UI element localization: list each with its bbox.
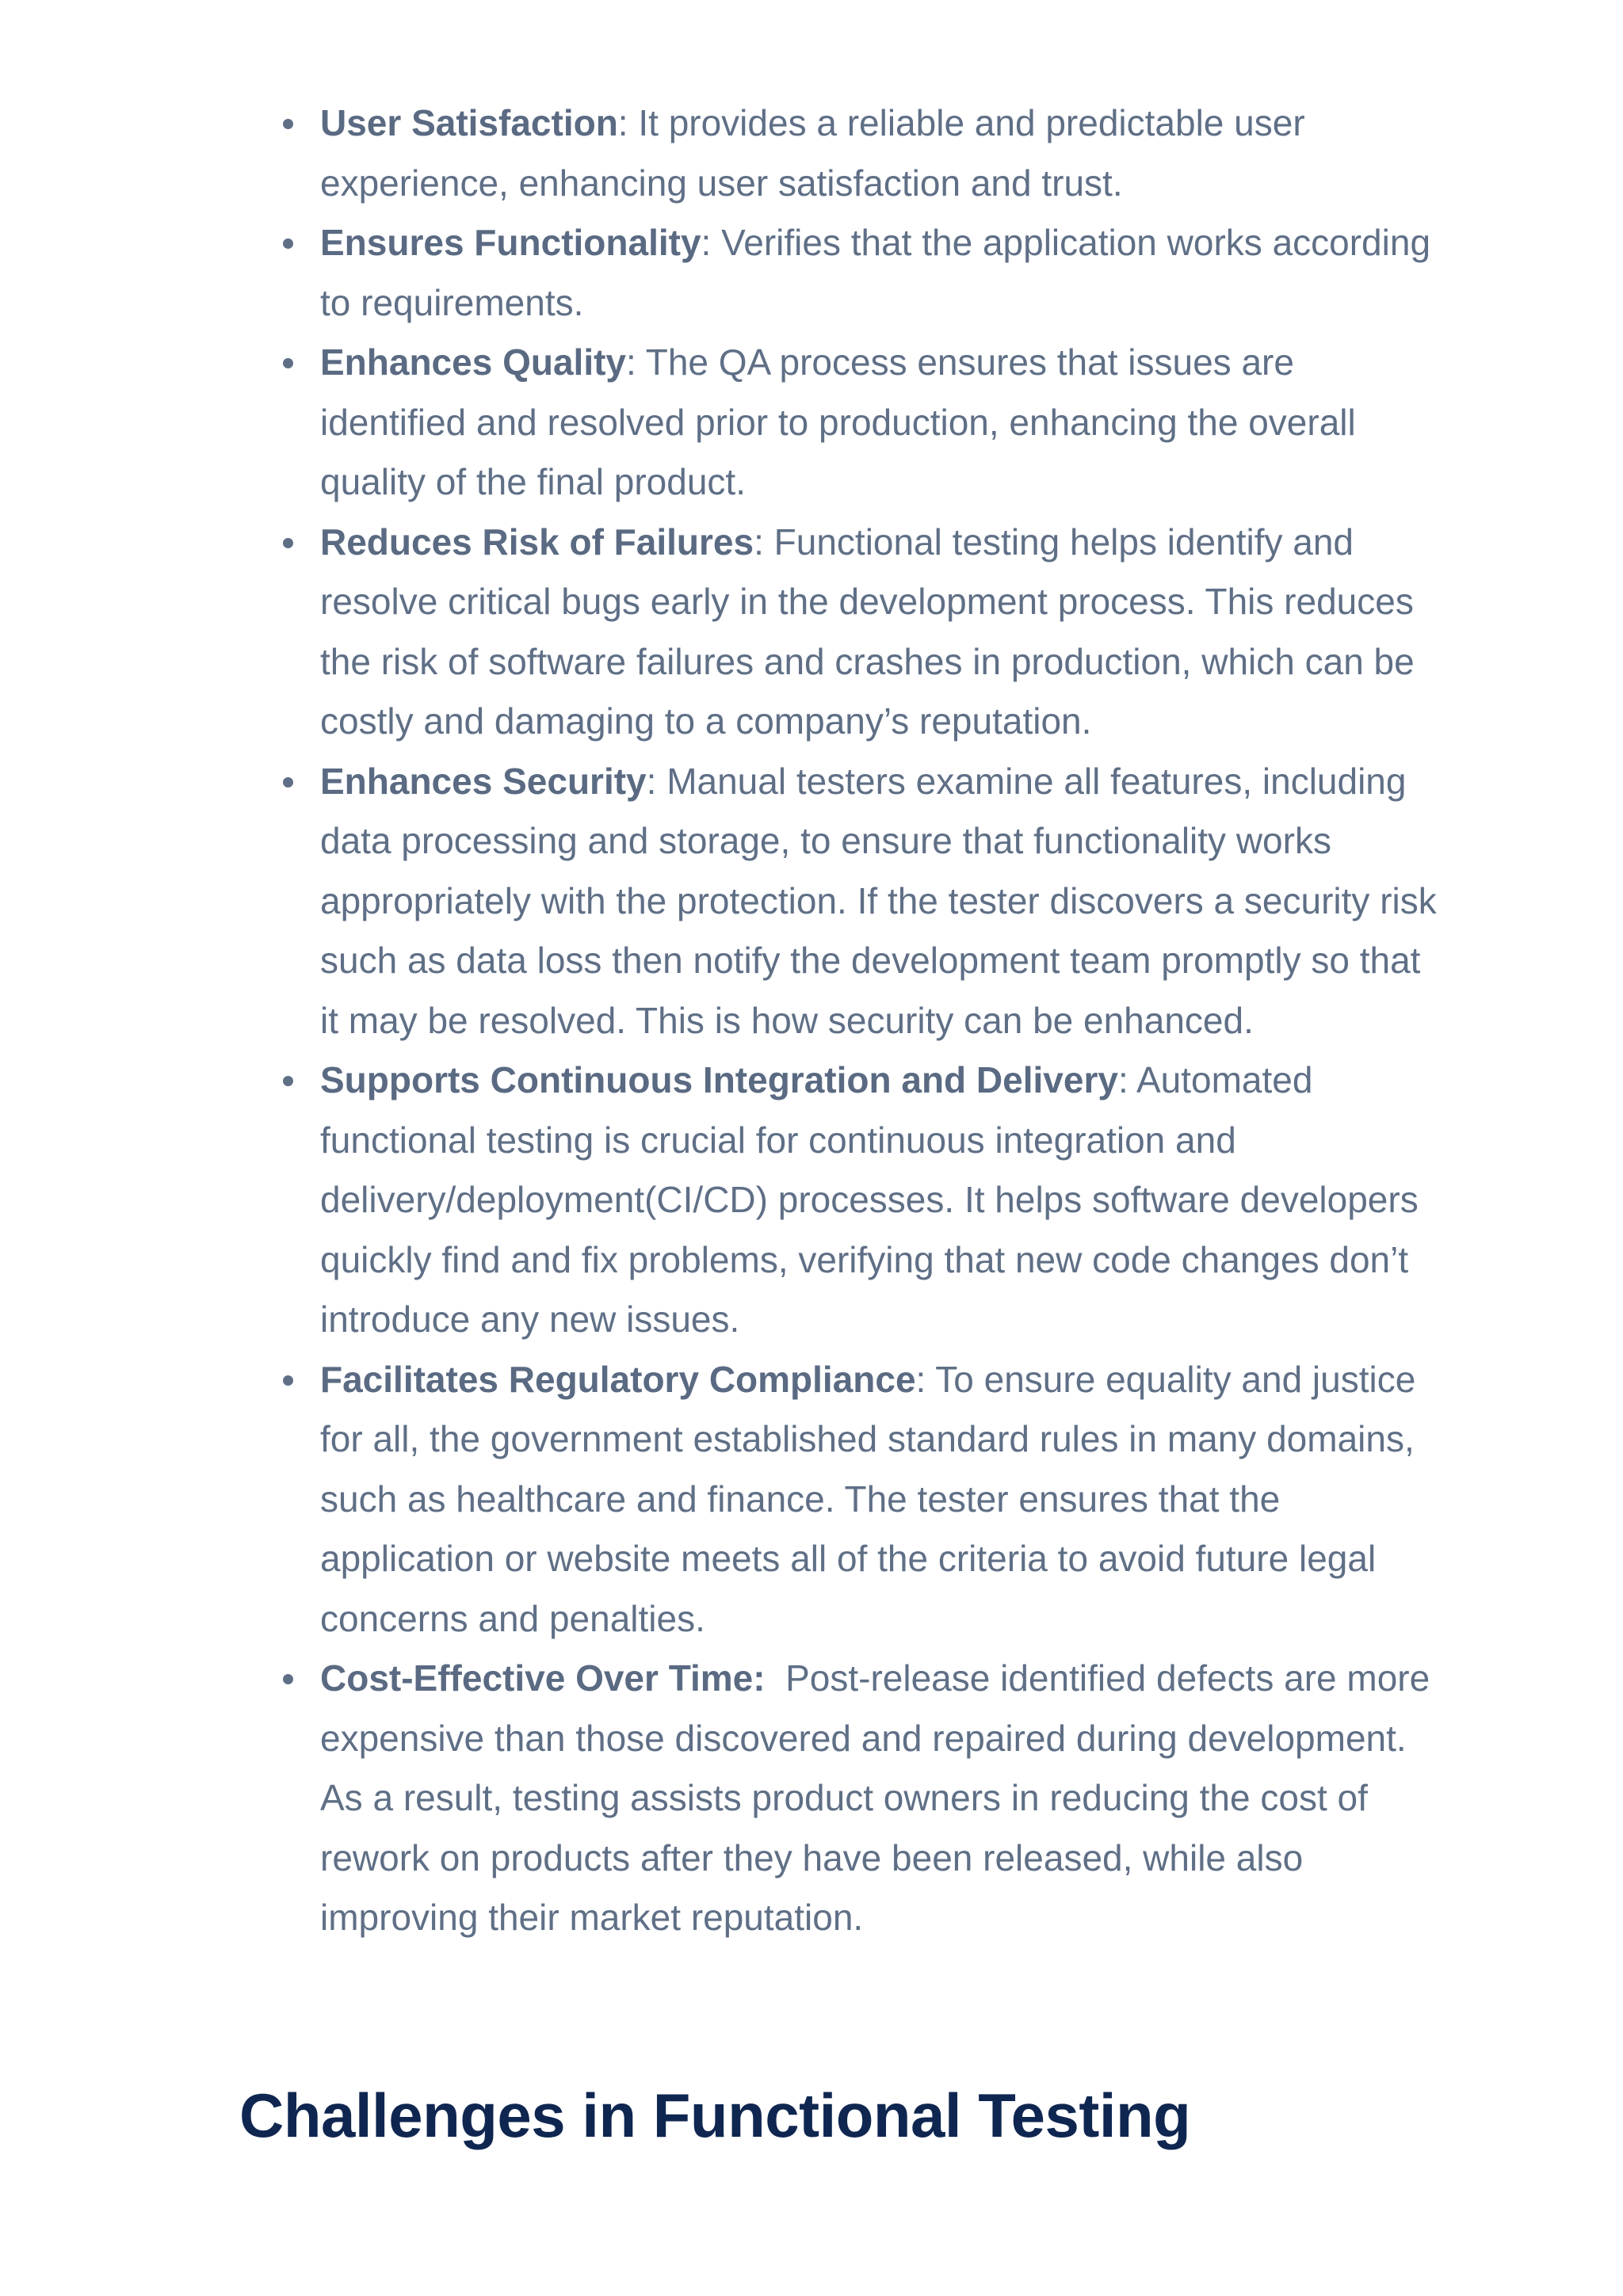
benefit-separator: : [754, 521, 774, 563]
benefit-item-enhances-security [320, 752, 1445, 1051]
benefit-separator [766, 1657, 786, 1699]
benefit-description: It provides a reliable and predictable user experience, enhancing user satisfaction and trust. [320, 102, 1305, 204]
benefit-term: Reduces Risk of Failures [320, 521, 754, 563]
benefit-separator: : [617, 102, 639, 143]
benefit-term: Facilitates Regulatory Compliance [320, 1358, 916, 1400]
benefit-description: Manual testers examine all features, including data processing and storage, to ensure that functionality works appropriately with the protection. If the tester discovers a security risk such as data loss then notify the development team promptly so that it may be resolved. This is how security can be enhanced. [320, 760, 1437, 1041]
benefit-item-continuous-integration [320, 1051, 1445, 1350]
benefit-separator: : [1117, 1059, 1136, 1100]
section-heading: Challenges in Functional Testing [239, 2081, 1191, 2150]
benefit-separator: : [646, 760, 667, 802]
benefit-description: To ensure equality and justice for all, the government established standard rules in many domains, such as healthcare and finance. The tester ensures that the application or website meets all of the criteria to avoid future legal concerns and penalties. [320, 1358, 1416, 1639]
benefit-description: Automated functional testing is crucial for continuous integration and delivery/deployment(CI/CD) processes. It helps software developers quickly find and fix problems, verifying that new code changes don’t introduce any new issues. [320, 1059, 1419, 1340]
benefit-item-reduces-risk [320, 513, 1445, 752]
benefit-description: The QA process ensures that issues are identified and resolved prior to production, enhancing the overall quality of the final product. [320, 341, 1356, 502]
benefit-term: Enhances Security [320, 760, 647, 802]
benefit-description: Functional testing helps identify and resolve critical bugs early in the development process. This reduces the risk of software failures and crashes in production, which can be costly and damaging to a company’s reputation. [320, 521, 1415, 742]
benefits-list [320, 93, 1445, 1948]
benefit-item-enhances-quality [320, 333, 1445, 513]
benefit-separator: : [701, 222, 722, 263]
benefit-separator: : [626, 341, 646, 383]
benefit-term: User Satisfaction [320, 102, 618, 143]
benefit-item-cost-effective [320, 1649, 1445, 1948]
benefit-term: Enhances Quality [320, 341, 627, 383]
benefit-description: Post-release identified defects are more expensive than those discovered and repaired during development. As a result, testing assists product owners in reducing the cost of rework on products after they have been released, while also improving their market reputation. [320, 1657, 1430, 1938]
benefit-term: Supports Continuous Integration and Delivery [320, 1059, 1118, 1100]
benefit-description: Verifies that the application works according to requirements. [320, 222, 1431, 323]
benefit-item-ensures-functionality [320, 213, 1445, 333]
benefit-item-regulatory-compliance [320, 1350, 1445, 1650]
benefit-item-user-satisfaction [320, 93, 1445, 213]
benefit-term: Cost-Effective Over Time: [320, 1657, 766, 1699]
benefit-separator: : [915, 1358, 936, 1400]
benefit-term: Ensures Functionality [320, 222, 701, 263]
